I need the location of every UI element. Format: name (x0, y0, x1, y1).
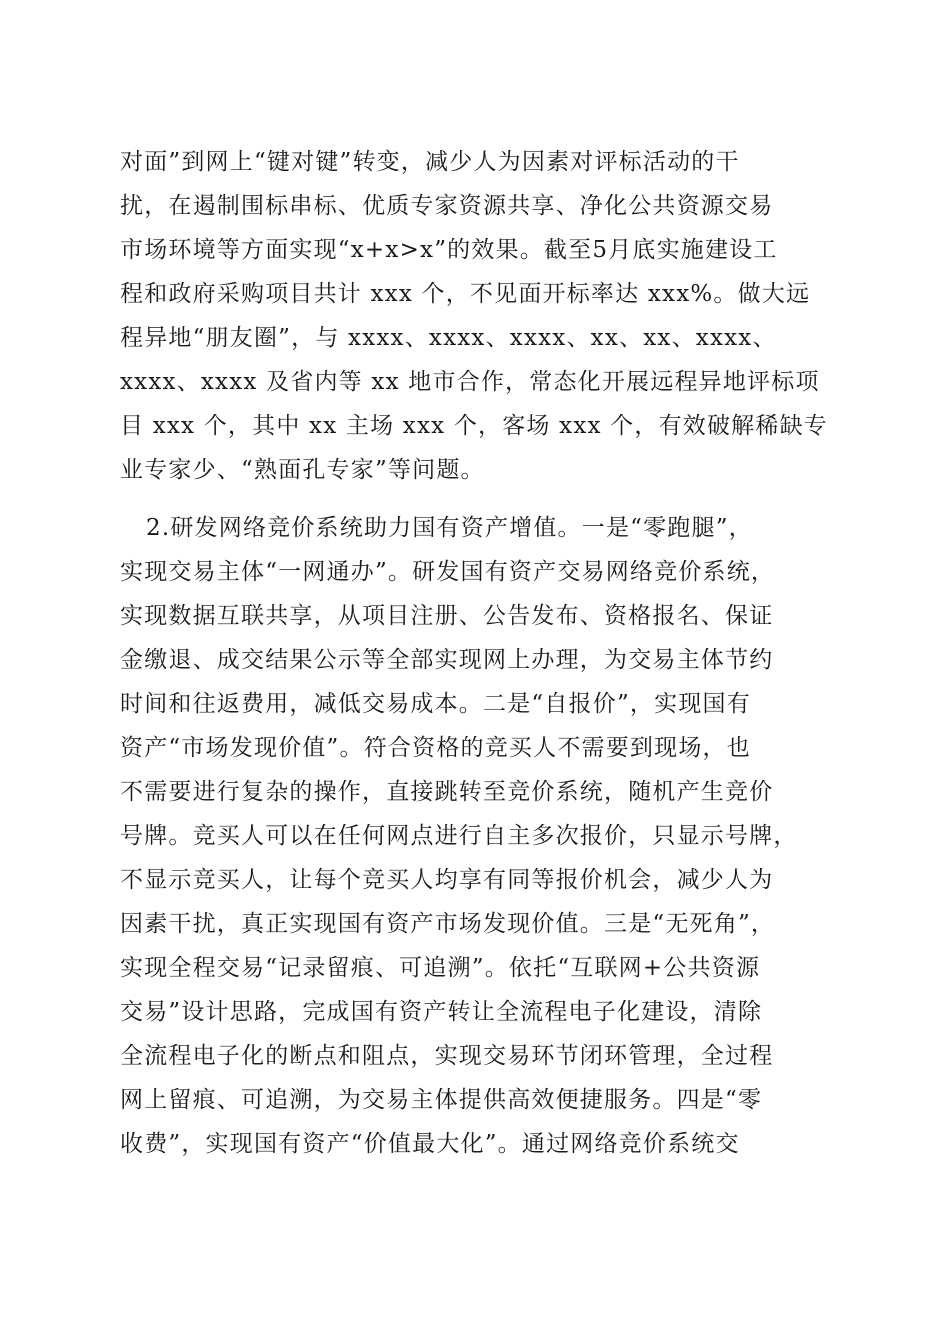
paragraph-line: 对面”到网上“键对键”转变，减少人为因素对评标活动的干 (120, 149, 740, 175)
paragraph-line: 程和政府采购项目共计 xxx 个，不见面开标率达 xxx%。做大远 (120, 281, 811, 307)
paragraph-2 (120, 506, 840, 1166)
paragraph-line: 不显示竞买人，让每个竞买人均享有同等报价机会，减少人为 (120, 867, 774, 893)
paragraph-line: 程异地“朋友圈”，与 xxxx、xxxx、xxxx、xx、xx、xxxx、 (120, 325, 777, 351)
paragraph-line: 时间和往返费用，减低交易成本。二是“自报价”，实现国有 (120, 691, 751, 717)
paragraph-line: 不需要进行复杂的操作，直接跳转至竞价系统，随机产生竞价 (120, 779, 774, 805)
paragraph-1 (120, 140, 840, 492)
paragraph-line: 因素干扰，真正实现国有资产市场发现价值。三是“无死角”， (120, 911, 776, 937)
paragraph-line: 号牌。竞买人可以在任何网点进行自主多次报价，只显示号牌， (120, 823, 798, 849)
paragraph-line: 全流程电子化的断点和阻点，实现交易环节闭环管理，全过程 (120, 1043, 774, 1069)
paragraph-line: 收费”，实现国有资产“价值最大化”。通过网络竞价系统交 (120, 1131, 740, 1157)
paragraph-line: 金缴退、成交结果公示等全部实现网上办理，为交易主体节约 (120, 647, 774, 673)
paragraph-heading-line: 2.研发网络竞价系统助力国有资产增值。一是“零跑腿”， (146, 515, 753, 541)
paragraph-line: 实现全程交易“记录留痕、可追溯”。依托“互联网+公共资源 (120, 955, 761, 981)
paragraph-line: 市场环境等方面实现“x+x>x”的效果。截至5月底实施建设工 (120, 237, 778, 263)
paragraph-line: 目 xxx 个，其中 xx 主场 xxx 个，客场 xxx 个，有效破解稀缺专 (120, 413, 828, 439)
paragraph-line: 交易”设计思路，完成国有资产转让全流程电子化建设，清除 (120, 999, 763, 1025)
paragraph-line: 实现数据互联共享，从项目注册、公告发布、资格报名、保证 (120, 603, 774, 629)
paragraph-line: 业专家少、“熟面孔专家”等问题。 (120, 457, 485, 483)
paragraph-line: 网上留痕、可追溯，为交易主体提供高效便捷服务。四是“零 (120, 1087, 763, 1113)
paragraph-line: xxxx、xxxx 及省内等 xx 地市合作，常态化开展远程异地评标项 (120, 369, 820, 395)
paragraph-line: 扰，在遏制围标串标、优质专家资源共享、净化公共资源交易 (120, 193, 774, 219)
paragraph-line: 资产“市场发现价值”。符合资格的竞买人不需要到现场，也 (120, 735, 751, 761)
paragraph-line: 实现交易主体“一网通办”。研发国有资产交易网络竞价系统， (120, 559, 776, 585)
